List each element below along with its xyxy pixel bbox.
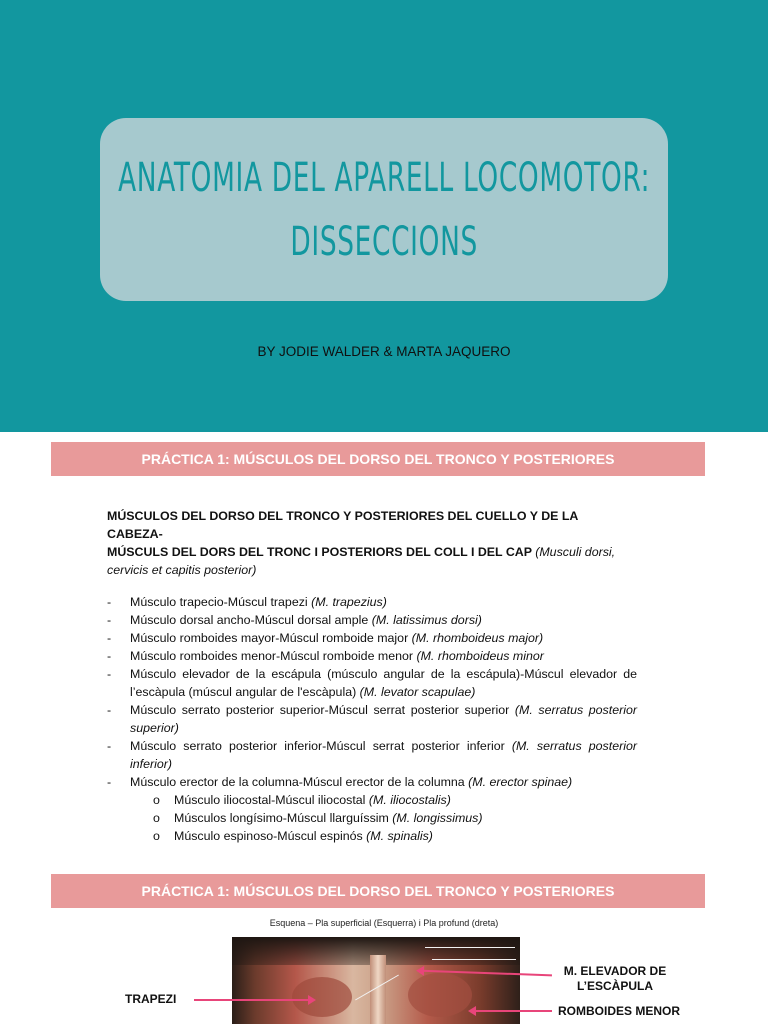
item-text: Músculo erector de la columna-Múscul erector de la columna xyxy=(130,775,465,789)
label-trapezi: TRAPEZI xyxy=(125,992,177,1006)
item-latin: (M. erector spinae) xyxy=(468,775,573,789)
item-text: Músculo elevador de la escápula (músculo angular de la escápula)-Múscul elevador de l’escàpula (múscul angular de l'escàpula) xyxy=(130,667,637,699)
photo-guide-line xyxy=(432,959,516,960)
list-item xyxy=(107,773,637,791)
label-elevador xyxy=(560,964,670,994)
heading-line-2: MÚSCULS DEL DORS DEL TRONC I POSTERIORS DEL COLL I DEL CAP xyxy=(107,545,532,559)
item-text: Músculos longísimo-Múscul llarguíssim xyxy=(174,811,389,825)
item-latin: (M. trapezius) xyxy=(311,595,387,609)
item-text: Músculo romboides menor-Múscul romboide menor xyxy=(130,649,414,663)
muscle-list xyxy=(107,593,637,791)
label-elevador-line-2: L’ESCÀPULA xyxy=(576,979,653,993)
item-latin: (M. rhomboideus major) xyxy=(411,631,544,645)
list-item xyxy=(107,611,637,629)
author-byline: BY JODIE WALDER & MARTA JAQUERO xyxy=(257,344,511,359)
label-romboides: ROMBOIDES MENOR xyxy=(558,1004,681,1018)
section-heading xyxy=(107,507,637,579)
item-text: Músculo trapecio-Múscul trapezi xyxy=(130,595,308,609)
photo-right-scapula-region xyxy=(408,973,472,1017)
arrow-trapezi xyxy=(194,999,314,1001)
slide-title xyxy=(118,146,650,274)
item-text: Músculo romboides mayor-Múscul romboide major xyxy=(130,631,409,645)
item-latin: (M. serratus posterior superior) xyxy=(130,703,637,735)
bullet-dash: - xyxy=(107,775,112,789)
sublist-item xyxy=(107,791,637,809)
muscle-list-section xyxy=(107,507,637,845)
slide3-banner: PRÁCTICA 1: MÚSCULOS DEL DORSO DEL TRONCO Y POSTERIORES xyxy=(51,874,705,908)
item-latin: (M. longissimus) xyxy=(392,811,483,825)
slide2-banner: PRÁCTICA 1: MÚSCULOS DEL DORSO DEL TRONCO Y POSTERIORES xyxy=(51,442,705,476)
item-text: Músculo serrato posterior inferior-Múscul serrat posterior inferior xyxy=(130,739,505,753)
item-latin: (M. serratus posterior inferior) xyxy=(130,739,637,771)
item-latin: (M. rhomboideus minor xyxy=(416,649,544,663)
list-item xyxy=(107,647,637,665)
bullet-dash: - xyxy=(107,649,112,663)
item-text: Músculo iliocostal-Múscul iliocostal xyxy=(174,793,366,807)
bullet-circle: o xyxy=(153,793,160,807)
sublist-item xyxy=(107,827,637,845)
list-item xyxy=(107,665,637,701)
title-box xyxy=(100,118,668,301)
list-item xyxy=(107,701,637,737)
figure-caption: Esquena – Pla superficial (Esquerra) i Pla profund (dreta) xyxy=(269,918,499,928)
arrow-romboides xyxy=(470,1010,552,1012)
bullet-dash: - xyxy=(107,631,112,645)
title-slide xyxy=(0,0,768,432)
item-latin: (M. spinalis) xyxy=(366,829,433,843)
title-line-2: DISSECCIONS xyxy=(290,218,478,265)
heading-latin: (Musculi dorsi, cervicis et capitis posterior) xyxy=(107,545,616,577)
list-item xyxy=(107,629,637,647)
bullet-circle: o xyxy=(153,829,160,843)
item-latin: (M. latissimus dorsi) xyxy=(371,613,482,627)
item-text: Músculo espinoso-Múscul espinós xyxy=(174,829,363,843)
label-elevador-line-1: M. ELEVADOR DE xyxy=(563,964,667,978)
item-latin: (M. levator scapulae) xyxy=(359,685,476,699)
erector-sublist xyxy=(107,791,637,845)
bullet-dash: - xyxy=(107,595,112,609)
sublist-item xyxy=(107,809,637,827)
item-text: Músculo serrato posterior superior-Múscul serrat posterior superior xyxy=(130,703,510,717)
item-text: Músculo dorsal ancho-Múscul dorsal ample xyxy=(130,613,369,627)
item-latin: (M. iliocostalis) xyxy=(368,793,451,807)
photo-left-scapula-region xyxy=(292,977,352,1017)
title-line-1: ANATOMIA DEL APARELL LOCOMOTOR: xyxy=(117,154,651,201)
bullet-dash: - xyxy=(107,739,112,753)
list-item xyxy=(107,737,637,773)
bullet-dash: - xyxy=(107,613,112,627)
bullet-dash: - xyxy=(107,703,112,717)
bullet-dash: - xyxy=(107,667,112,681)
list-item xyxy=(107,593,637,611)
heading-line-1: MÚSCULOS DEL DORSO DEL TRONCO Y POSTERIORES DEL CUELLO Y DE LA CABEZA- xyxy=(107,509,578,541)
photo-guide-line xyxy=(425,947,515,948)
bullet-circle: o xyxy=(153,811,160,825)
